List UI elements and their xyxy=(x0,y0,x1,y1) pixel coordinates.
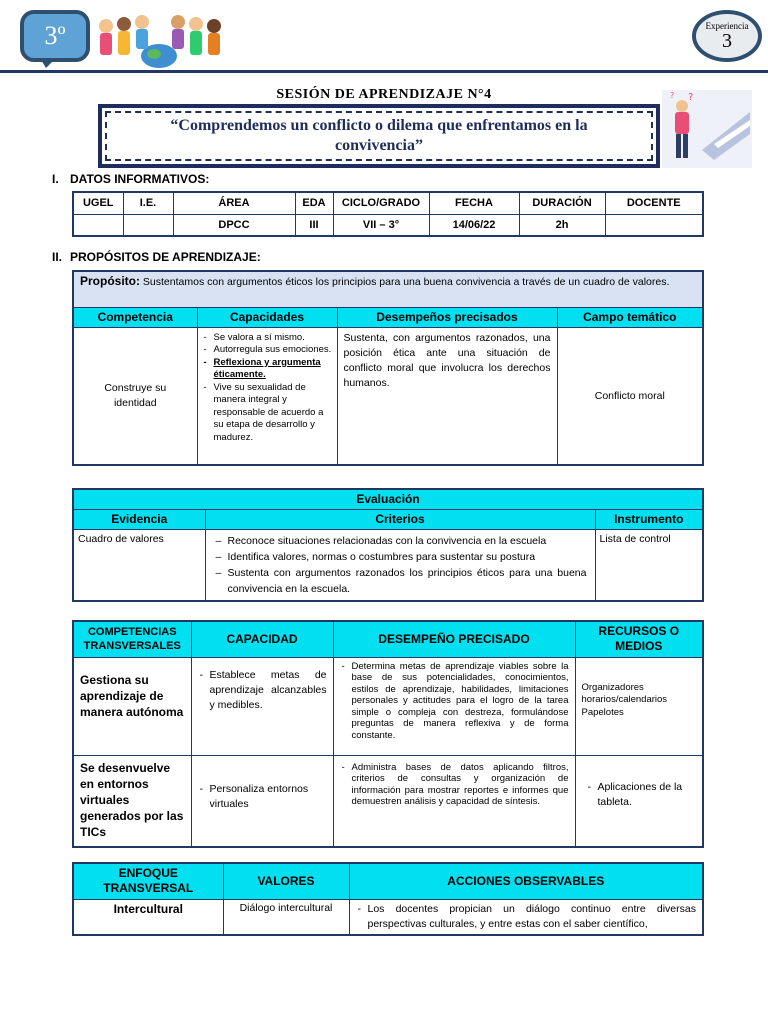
capacidad-item: - Se valora a sí mismo. xyxy=(202,332,333,345)
proposito-label: Propósito: xyxy=(80,274,140,288)
evaluacion-header: Instrumento xyxy=(595,509,703,529)
transversales-header: RECURSOS O MEDIOS xyxy=(575,621,703,657)
evaluacion-table xyxy=(72,488,704,602)
datos-value: DPCC xyxy=(173,214,295,236)
datos-table xyxy=(72,191,704,237)
datos-header: UGEL xyxy=(73,192,123,214)
transversal-recursos: - Aplicaciones de la tableta. xyxy=(586,780,697,810)
datos-value-row xyxy=(73,214,703,236)
competencia-cell: Construye su identidad xyxy=(73,327,197,465)
propositos-table xyxy=(72,270,704,466)
datos-value: 14/06/22 xyxy=(429,214,519,236)
thinking-person-illustration xyxy=(662,90,752,168)
transversal-desempeno-list xyxy=(334,756,575,811)
enfoque-header: VALORES xyxy=(223,863,349,899)
evidencia-cell: Cuadro de valores xyxy=(73,529,205,601)
transversal-desempeno-cell xyxy=(333,657,575,755)
propositos-header: Competencia xyxy=(73,307,197,327)
transversales-header: DESEMPEÑO PRECISADO xyxy=(333,621,575,657)
propositos-body-row xyxy=(73,327,703,465)
datos-value xyxy=(605,214,703,236)
transversal-desempeno: - Determina metas de aprendizaje viables sobre la base de sus potencialidades, conocimientos, estilos de aprendizaje, habilidades, limitaciones personales y actitudes para el logro de la tarea simple o compleja con destreza, formulándose preguntas de manera reflexiva y de forma constante. xyxy=(340,661,569,742)
propositos-header: Capacidades xyxy=(197,307,337,327)
header-divider xyxy=(0,70,768,73)
experience-label: Experiencia xyxy=(705,21,749,31)
transversal-desempeno: - Administra bases de datos aplicando filtros, criterios de consultas y organización de información para mostrar reportes e informes que demuestren análisis y capacidad de síntesis. xyxy=(340,762,569,808)
main-title: “Comprendemos un conflicto o dilema que enfrentamos en la convivencia” xyxy=(105,111,653,161)
evaluacion-title-row xyxy=(73,489,703,509)
transversal-competencia: Gestiona su aprendizaje de manera autónoma xyxy=(73,657,191,755)
propositos-header: Desempeños precisados xyxy=(337,307,557,327)
transversal-capacidad: - Establece metas de aprendizaje alcanzables y medibles. xyxy=(198,668,327,713)
main-title-box xyxy=(98,104,660,168)
proposito-cell xyxy=(73,271,703,307)
enfoque-header: ACCIONES OBSERVABLES xyxy=(349,863,703,899)
grade-badge-tail xyxy=(40,58,56,68)
proposito-text: Sustentamos con argumentos éticos los principios para una buena convivencia a través de un cuadro de valores. xyxy=(142,276,670,288)
transversal-capacidad-cell xyxy=(191,755,333,847)
section-datos-title: DATOS INFORMATIVOS: xyxy=(70,172,210,186)
transversal-desempeno-list xyxy=(334,658,575,745)
enfoque-header-row xyxy=(73,863,703,899)
datos-header-row xyxy=(73,192,703,214)
enfoque-accion-cell xyxy=(349,899,703,935)
datos-value: III xyxy=(295,214,333,236)
campo-cell: Conflicto moral xyxy=(557,327,703,465)
section-datos-roman: I. xyxy=(52,172,59,186)
instrumento-cell: Lista de control xyxy=(595,529,703,601)
criterio-item: – Sustenta con argumentos razonados los principios éticos para una buena convivencia en la escuela. xyxy=(214,565,587,597)
evaluacion-header: Criterios xyxy=(205,509,595,529)
children-globe-illustration xyxy=(94,12,224,68)
experience-number: 3 xyxy=(722,30,732,52)
svg-text:?: ? xyxy=(688,92,694,103)
datos-header: I.E. xyxy=(123,192,173,214)
datos-header: DURACIÓN xyxy=(519,192,605,214)
enfoque-body-row xyxy=(73,899,703,935)
section-propositos-heading xyxy=(52,250,261,264)
evaluacion-title: Evaluación xyxy=(73,489,703,509)
criterios-list xyxy=(206,530,595,600)
transversal-recursos: Organizadores horarios/calendarios Papelotes xyxy=(575,657,703,755)
section-datos-heading xyxy=(52,172,209,186)
grade-badge xyxy=(20,10,90,62)
datos-value xyxy=(73,214,123,236)
proposito-row xyxy=(73,271,703,307)
transversal-capacidad-list xyxy=(198,668,327,713)
criterios-cell xyxy=(205,529,595,601)
capacidad-item: - Autorregula sus emociones. xyxy=(202,344,333,357)
competencias-transversales-table xyxy=(72,620,704,848)
transversales-header: CAPACIDAD xyxy=(191,621,333,657)
transversal-desempeno-cell xyxy=(333,755,575,847)
transversal-recursos-list xyxy=(582,780,697,810)
evaluacion-header-row xyxy=(73,509,703,529)
capacidad-item: - Reflexiona y argumenta éticamente. xyxy=(202,357,333,382)
evaluacion-body-row xyxy=(73,529,703,601)
datos-header: EDA xyxy=(295,192,333,214)
enfoque-valor: Diálogo intercultural xyxy=(223,899,349,935)
enfoque-accion: - Los docentes propician un diálogo continuo entre diversas perspectivas culturales, y entre estas con el saber científico, xyxy=(356,902,697,932)
enfoque-transversal-table xyxy=(72,862,704,936)
transversales-header: COMPETENCIAS TRANSVERSALES xyxy=(73,621,191,657)
session-title: SESIÓN DE APRENDIZAJE N°4 xyxy=(276,87,492,102)
datos-header: ÁREA xyxy=(173,192,295,214)
criterio-item: – Reconoce situaciones relacionadas con la convivencia en la escuela xyxy=(214,533,587,549)
enfoque-accion-list xyxy=(350,900,703,934)
transversal-capacidad: - Personaliza entornos virtuales xyxy=(198,782,327,812)
experience-badge xyxy=(692,10,762,62)
propositos-header: Campo temático xyxy=(557,307,703,327)
datos-header: FECHA xyxy=(429,192,519,214)
section-propositos-roman: II. xyxy=(52,250,63,264)
datos-value xyxy=(123,214,173,236)
transversales-header-row xyxy=(73,621,703,657)
capacidades-list xyxy=(198,328,337,449)
transversales-row xyxy=(73,755,703,847)
enfoque-header: ENFOQUE TRANSVERSAL xyxy=(73,863,223,899)
grade-text: 3º xyxy=(44,21,66,50)
transversales-row xyxy=(73,657,703,755)
datos-value: VII – 3° xyxy=(333,214,429,236)
datos-header: DOCENTE xyxy=(605,192,703,214)
capacidades-cell xyxy=(197,327,337,465)
transversal-capacidad-list xyxy=(198,782,327,812)
datos-value: 2h xyxy=(519,214,605,236)
datos-header: CICLO/GRADO xyxy=(333,192,429,214)
capacidad-item: - Vive su sexualidad de manera integral y responsable de acuerdo a su etapa de desarrollo y madurez. xyxy=(202,382,333,445)
transversal-recursos-cell xyxy=(575,755,703,847)
svg-text:?: ? xyxy=(670,91,675,100)
evaluacion-header: Evidencia xyxy=(73,509,205,529)
desempeno-cell: Sustenta, con argumentos razonados, una posición ética ante una situación de conflicto moral que involucra los derechos humanos. xyxy=(337,327,557,465)
transversal-capacidad-cell xyxy=(191,657,333,755)
propositos-header-row xyxy=(73,307,703,327)
transversal-competencia: Se desenvuelve en entornos virtuales generados por las TICs xyxy=(73,755,191,847)
criterio-item: – Identifica valores, normas o costumbres para sustentar su postura xyxy=(214,549,587,565)
section-propositos-title: PROPÓSITOS DE APRENDIZAJE: xyxy=(70,250,261,264)
enfoque-name: Intercultural xyxy=(73,899,223,935)
